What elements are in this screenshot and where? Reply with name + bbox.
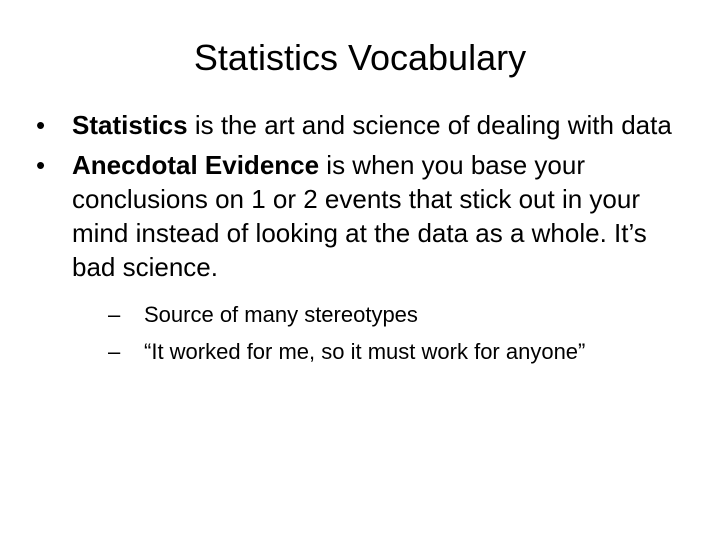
term-statistics: Statistics bbox=[72, 110, 188, 140]
bullet-statistics bbox=[36, 108, 686, 142]
sub-bullet-text: Source of many stereotypes bbox=[144, 302, 418, 327]
sub-bullet-stereotypes bbox=[108, 300, 686, 330]
sub-bullet-quote bbox=[108, 337, 686, 367]
definition-anecdotal-evidence: is when you base your conclusions on 1 or 2 events that stick out in your mind instead of looking at the data as a whole. It’s bad science. bbox=[72, 150, 647, 282]
sub-bullet-list bbox=[72, 300, 686, 367]
bullet-icon: • bbox=[36, 110, 46, 140]
bullet-icon: • bbox=[36, 150, 46, 180]
bullet-anecdotal-evidence bbox=[36, 148, 686, 367]
slide-body bbox=[36, 108, 686, 374]
dash-icon: – bbox=[108, 339, 121, 364]
term-anecdotal-evidence: Anecdotal Evidence bbox=[72, 150, 320, 180]
dash-icon: – bbox=[108, 302, 121, 327]
slide-title: Statistics Vocabulary bbox=[193, 37, 527, 78]
definition-statistics: is the art and science of dealing with data bbox=[187, 110, 672, 140]
sub-bullet-text: “It worked for me, so it must work for anyone” bbox=[144, 339, 586, 364]
